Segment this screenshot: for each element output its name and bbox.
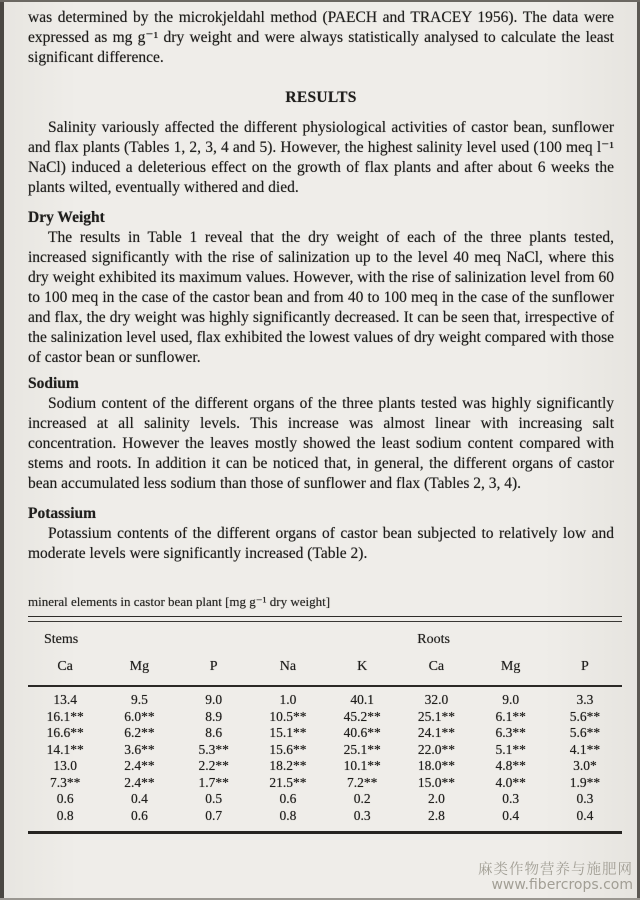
column-header: Na bbox=[279, 659, 297, 674]
table-cell: 0.4 bbox=[130, 791, 148, 806]
table-cell: 0.6 bbox=[56, 791, 74, 806]
table-cell: 4.1** bbox=[569, 741, 601, 757]
section-heading-sodium: Sodium bbox=[28, 375, 79, 392]
sodium-paragraph: Sodium content of the different organs of the three plants tested was highly significantly increased at all salinity levels. This increase was almost linear with increasing salt concentration. However the leaves mostly showed the least sodium content compared with stems and roots. In addition it can be noticed that, in general, the different organs of castor bean accumulated less sodium than those of sunflower and flax (Tables 2, 3, 4). bbox=[28, 395, 614, 492]
table-group-header-row bbox=[28, 630, 622, 650]
table-cell: 0.7 bbox=[205, 807, 223, 823]
table-cell: 8.6 bbox=[205, 725, 223, 740]
table-cell: 3.6** bbox=[124, 741, 155, 757]
table-row bbox=[28, 725, 622, 742]
intro-paragraph: was determined by the microkjeldahl method (PAECH and TRACEY 1956). The data were expressed as mg g⁻¹ dry weight and were always statistically analysed to calculate the least significant difference. bbox=[28, 9, 614, 66]
table-cell: 21.5** bbox=[269, 774, 307, 790]
table-body bbox=[28, 687, 622, 824]
section-heading-potassium: Potassium bbox=[28, 505, 97, 522]
table-cell: 9.0 bbox=[502, 692, 520, 707]
table-cell: 9.0 bbox=[205, 692, 223, 707]
dry-weight-paragraph: The results in Table 1 reveal that the dry weight of each of the three plants tested, increased significantly with the rise of salinization up to the level 40 meq NaCl, where this dry weight exhibited its maximum values. However, with the rise of salinization level from 60 to 100 meq in the case of the castor bean and from 40 to 100 meq in the case of the sunflower and flax, the dry weight was highly significantly decreased. It can be seen that, irrespective of the salinization level used, flax exhibited the lowest values of dry weight compared with those of castor bean or sunflower. bbox=[28, 229, 614, 366]
table-cell: 0.2 bbox=[353, 791, 371, 806]
table-cell: 0.6 bbox=[279, 791, 297, 806]
table-cell: 6.2** bbox=[124, 725, 155, 740]
table-cell: 40.6** bbox=[343, 725, 381, 740]
column-header: P bbox=[209, 659, 218, 674]
table-cell: 0.6 bbox=[130, 807, 148, 823]
table-cell: 10.1** bbox=[343, 758, 381, 773]
table-cell: 2.8 bbox=[427, 807, 445, 823]
table-cell: 25.1** bbox=[417, 708, 455, 724]
table-cell: 5.6** bbox=[569, 708, 601, 724]
table-cell: 4.8** bbox=[495, 758, 526, 773]
column-header: P bbox=[580, 659, 589, 674]
column-header: Mg bbox=[129, 659, 150, 674]
table-cell: 2.2** bbox=[198, 758, 229, 773]
table-bottom-rule bbox=[28, 831, 622, 834]
section-heading-dry-weight: Dry Weight bbox=[28, 209, 105, 226]
table-cell: 40.1 bbox=[350, 692, 374, 707]
table-caption: mineral elements in castor bean plant [mg g⁻¹ dry weight] bbox=[28, 594, 331, 609]
table-cell: 14.1** bbox=[46, 741, 84, 757]
table-cell: 45.2** bbox=[343, 708, 381, 724]
table-cell: 32.0 bbox=[424, 692, 449, 707]
table-cell: 0.8 bbox=[279, 807, 297, 823]
potassium-paragraph: Potassium contents of the different organs of castor bean subjected to relatively low and moderate levels were significantly increased (Table 2). bbox=[28, 525, 614, 562]
table-column-header-row bbox=[28, 657, 622, 677]
table-cell: 7.3** bbox=[49, 774, 81, 790]
column-header: Ca bbox=[428, 659, 445, 674]
table-cell: 8.9 bbox=[205, 708, 223, 724]
group-header-roots: Roots bbox=[417, 632, 450, 647]
table-cell: 2.4** bbox=[124, 774, 155, 790]
table-row bbox=[28, 709, 622, 726]
minerals-table bbox=[28, 616, 622, 834]
watermark bbox=[478, 862, 633, 893]
table-top-rule bbox=[28, 616, 622, 622]
table-cell: 0.5 bbox=[205, 791, 223, 806]
table-cell: 16.6** bbox=[46, 725, 84, 740]
table-cell: 5.1** bbox=[495, 741, 526, 757]
table-cell: 22.0** bbox=[417, 741, 455, 757]
table-cell: 18.2** bbox=[269, 758, 307, 773]
table-cell: 13.0 bbox=[53, 758, 77, 773]
column-header: K bbox=[357, 659, 368, 674]
table-cell: 15.1** bbox=[269, 725, 307, 740]
table-row bbox=[28, 791, 622, 808]
column-header: Mg bbox=[500, 659, 521, 674]
table-cell: 1.7** bbox=[198, 774, 229, 790]
table-cell: 0.3 bbox=[353, 807, 371, 823]
table-cell: 10.5** bbox=[269, 708, 307, 724]
table-cell: 2.0 bbox=[427, 791, 445, 806]
group-header-stems: Stems bbox=[44, 632, 79, 647]
table-cell: 6.0** bbox=[124, 708, 155, 724]
scan-edge-top bbox=[0, 0, 640, 2]
table-cell: 0.4 bbox=[502, 807, 520, 823]
page-content bbox=[28, 6, 614, 834]
scan-edge-left bbox=[0, 0, 4, 900]
table-cell: 3.3 bbox=[576, 692, 594, 707]
table-cell: 13.4 bbox=[53, 692, 77, 707]
table-cell: 0.3 bbox=[502, 791, 520, 806]
table-cell: 18.0** bbox=[417, 758, 455, 773]
table-cell: 6.1** bbox=[495, 708, 526, 724]
table-cell: 9.5 bbox=[130, 692, 148, 707]
table-row bbox=[28, 775, 622, 792]
table-cell: 5.3** bbox=[198, 741, 229, 757]
table-cell: 25.1** bbox=[343, 741, 381, 757]
table-row bbox=[28, 692, 622, 709]
table-cell: 5.6** bbox=[569, 725, 601, 740]
results-heading: RESULTS bbox=[285, 89, 357, 106]
salinity-paragraph: Salinity variously affected the different physiological activities of castor bean, sunflower and flax plants (Tables 1, 2, 3, 4 and 5). However, the highest salinity level used (100 meq l⁻¹ NaCl) induced a deleterious effect on the growth of flax plants and after about 6 weeks the plants wilted, eventually withered and died. bbox=[28, 119, 614, 196]
table-cell: 7.2** bbox=[346, 774, 378, 790]
table-cell: 24.1** bbox=[417, 725, 455, 740]
table-cell: 3.0* bbox=[573, 758, 597, 773]
table-cell: 16.1** bbox=[46, 708, 84, 724]
table-cell: 0.4 bbox=[576, 807, 594, 823]
table-row bbox=[28, 742, 622, 759]
table-row bbox=[28, 808, 622, 825]
table-row bbox=[28, 758, 622, 775]
table-cell: 1.0 bbox=[279, 692, 297, 707]
watermark-site-name: 麻类作物营养与施肥网 bbox=[478, 862, 633, 878]
table-cell: 4.0** bbox=[495, 774, 526, 790]
table-cell: 0.3 bbox=[576, 791, 594, 806]
watermark-url: www.fibercrops.com bbox=[491, 877, 633, 893]
table-cell: 6.3** bbox=[495, 725, 526, 740]
table-cell: 1.9** bbox=[569, 774, 601, 790]
table-cell: 2.4** bbox=[124, 758, 155, 773]
table-cell: 15.6** bbox=[269, 741, 307, 757]
table-cell: 15.0** bbox=[417, 774, 455, 790]
table-cell: 0.8 bbox=[56, 807, 74, 823]
column-header: Ca bbox=[57, 659, 73, 674]
